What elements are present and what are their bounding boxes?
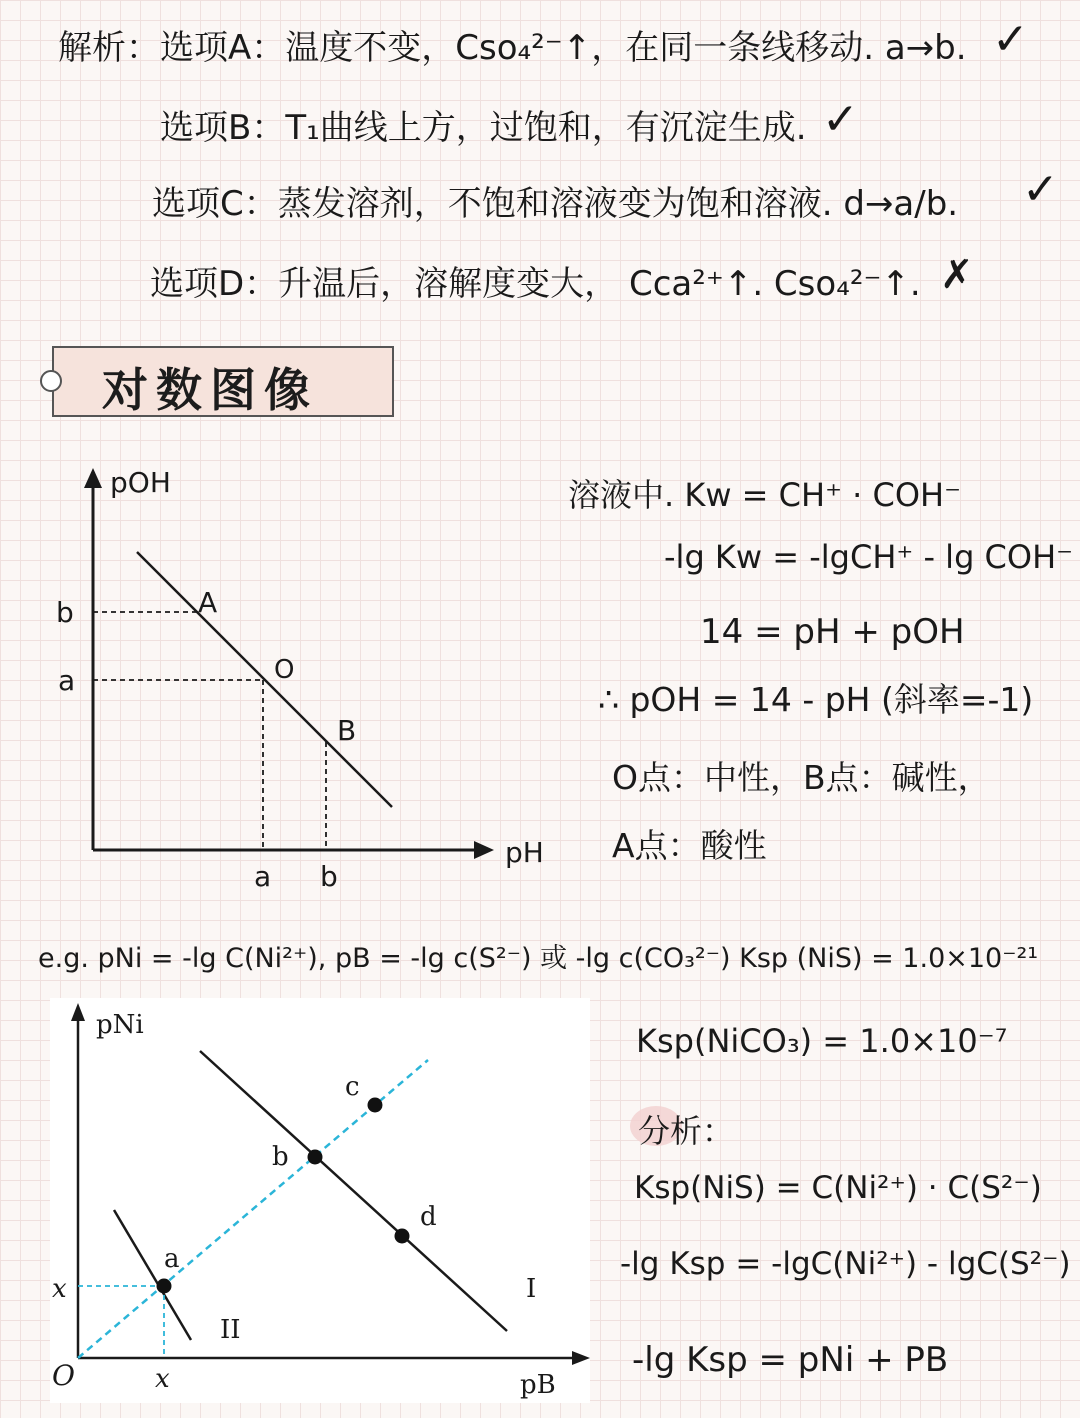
y-axis-arrow-icon (71, 1003, 85, 1021)
origin-label: O (52, 1359, 75, 1392)
x-tick-b: b (320, 860, 338, 893)
point-a (157, 1279, 172, 1294)
analysis-line-4: 选项D：升温后，溶解度变大， Cca²⁺↑. Csо₄²⁻↑. (150, 264, 921, 304)
check-mark-icon: ✓ (822, 94, 859, 145)
point-label-a: a (164, 1244, 180, 1274)
y-axis-label: pOH (110, 466, 171, 499)
bullet-circle-icon (40, 370, 62, 392)
x-axis-label: pH (505, 836, 544, 869)
point-label-O: O (274, 655, 295, 685)
derivation-line-6: A点：酸性 (612, 826, 767, 865)
cross-mark-icon: ✗ (940, 252, 974, 298)
point-c (368, 1098, 383, 1113)
y-axis-label: pNi (96, 1010, 144, 1040)
ksp-nico3: Ksp(NiCO₃) = 1.0×10⁻⁷ (636, 1022, 1008, 1060)
line-label-I: I (526, 1274, 537, 1304)
x-axis-arrow-icon (572, 1351, 590, 1365)
line-II (114, 1210, 191, 1340)
y-tick-b: b (56, 596, 74, 629)
point-label-B: B (337, 714, 357, 747)
y-axis-arrow-icon (84, 468, 102, 488)
analysis2-line-3: -lg Ksp = pNi + PB (632, 1340, 949, 1380)
x-axis-arrow-icon (474, 841, 494, 859)
point-label-b: b (272, 1142, 289, 1172)
point-label-A: A (198, 586, 218, 619)
x-axis-label: pB (520, 1370, 556, 1400)
point-label-c: c (345, 1072, 360, 1102)
derivation-line-3: 14 = pH + pOH (700, 612, 965, 652)
point-b (308, 1150, 323, 1165)
derivation-line-1: 溶液中. Kw = CH⁺ · COH⁻ (568, 476, 961, 514)
point-label-d: d (420, 1202, 437, 1232)
point-d (395, 1229, 410, 1244)
x-tick-a: a (254, 860, 272, 893)
derivation-line-4: ∴ pOH = 14 - pH (斜率=-1) (598, 680, 1034, 719)
y-tick-x: x (52, 1274, 67, 1304)
analysis2-line-2: -lg Ksp = -lgC(Ni²⁺) - lgC(S²⁻) (620, 1246, 1071, 1282)
analysis-line-1: 解析：选项A：温度不变，Csо₄²⁻↑，在同一条线移动. a→b. (58, 28, 967, 68)
section-header-box (52, 346, 394, 417)
derivation-line-5: O点：中性，B点：碱性， (612, 758, 991, 797)
analysis-line-2: 选项B：T₁曲线上方，过饱和，有沉淀生成. (160, 108, 807, 148)
check-mark-icon: ✓ (992, 14, 1029, 65)
y-tick-a: a (58, 664, 76, 697)
check-mark-icon: ✓ (1022, 164, 1059, 215)
example-line: e.g. pNi = -lg C(Ni²⁺), pB = -lg c(S²⁻) 或 -lg c(CO₃²⁻) Ksp (NiS) = 1.0×10⁻²¹ (38, 943, 1039, 974)
section-title: 对数图像 (102, 363, 318, 417)
analysis-line-3: 选项C：蒸发溶剂，不饱和溶液变为饱和溶液. d→a/b. (152, 184, 959, 224)
line-label-II: II (220, 1315, 241, 1345)
derivation-line-2: -lg Kw = -lgCH⁺ - lg COH⁻ (664, 538, 1074, 576)
analysis2-title: 分析： (638, 1112, 735, 1150)
figure-pni-pb (40, 995, 600, 1415)
figure-poh-ph (0, 450, 560, 893)
x-tick-x: x (155, 1364, 170, 1394)
analysis2-line-1: Ksp(NiS) = C(Ni²⁺) · C(S²⁻) (634, 1170, 1042, 1206)
